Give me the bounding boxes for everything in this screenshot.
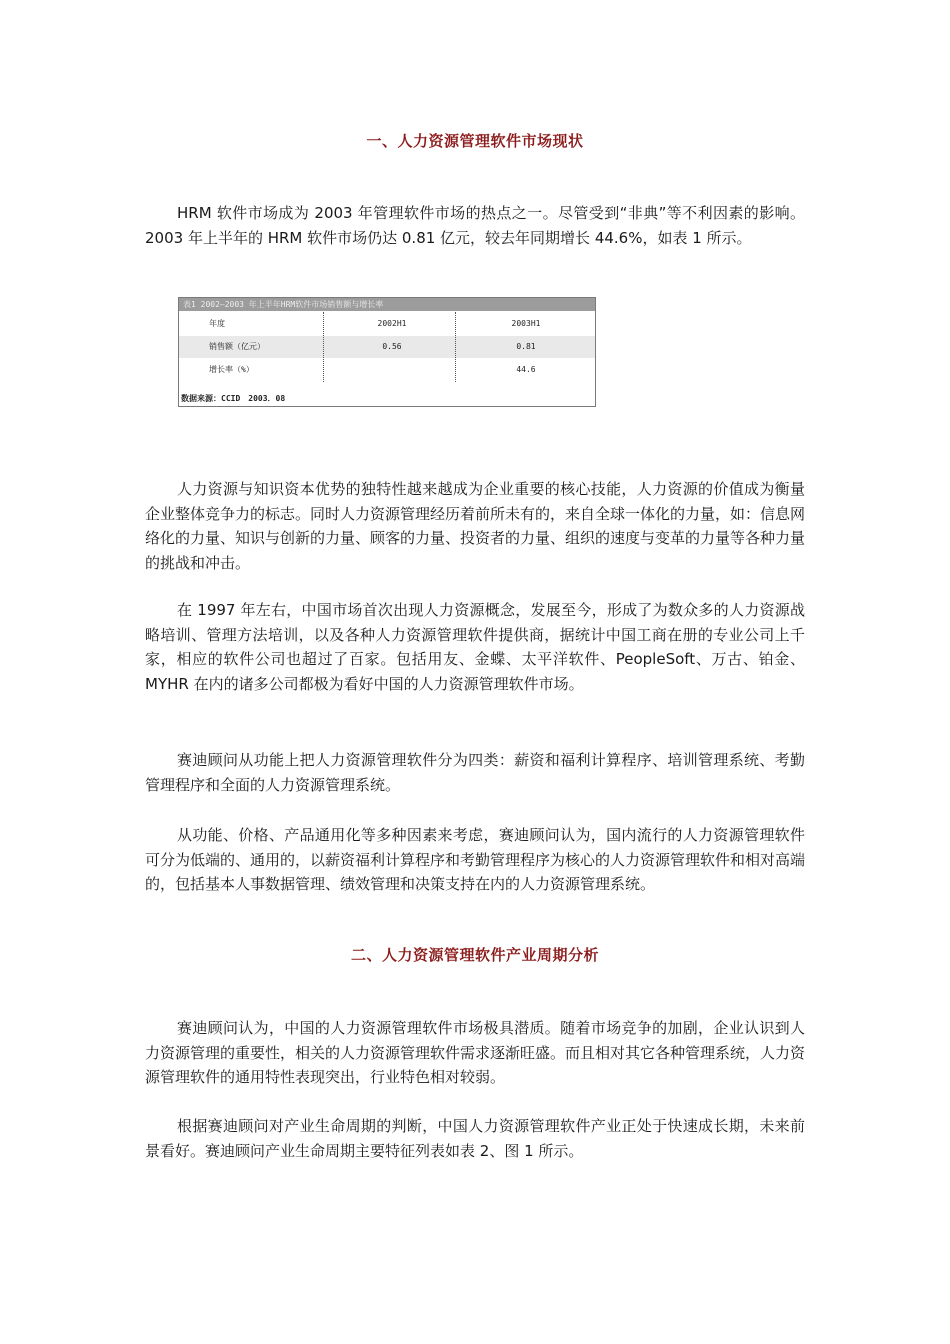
section1-paragraph-4: 赛迪顾问从功能上把人力资源管理软件分为四类：薪资和福利计算程序、培训管理系统、考勤管理程序和全面的人力资源管理系统。 — [145, 751, 805, 794]
section2-heading: 二、人力资源管理软件产业周期分析 — [350, 946, 599, 964]
table-cell-value: 44.6 — [516, 365, 536, 374]
section1-heading: 一、人力资源管理软件市场现状 — [366, 132, 584, 150]
section2-paragraph-2: 根据赛迪顾问对产业生命周期的判断，中国人力资源管理软件产业正处于快速成长期，未来前景看好。赛迪顾问产业生命周期主要特征列表如表 2、图 1 所示。 — [145, 1117, 805, 1160]
table-row — [179, 359, 595, 381]
section1-paragraph-5: 从功能、价格、产品通用化等多种因素来考虑，赛迪顾问认为，国内流行的人力资源管理软件可分为低端的、通用的，以薪资福利计算程序和考勤管理程序为核心的人力资源管理软件和相对高端的，包括基本人事数据管理、绩效管理和决策支持在内的人力资源管理系统。 — [145, 826, 806, 893]
table-source: 数据来源：CCID 2003．08 — [181, 394, 286, 403]
section1-paragraph-3: 在 1997 年左右，中国市场首次出现人力资源概念，发展至今，形成了为数众多的人力资源战略培训、管理方法培训，以及各种人力资源管理软件提供商，据统计中国工商在册的专业公司上千家，相应的软件公司也超过了百家。包括用友、金蝶、太平洋软件、PeopleSoft、万古、铂金、MYHR 在内的诸多公司都极为看好中国的人力资源管理软件市场。 — [145, 601, 805, 693]
table-cell-value: 0.81 — [516, 342, 536, 351]
section1-paragraph-2: 人力资源与知识资本优势的独特性越来越成为企业重要的核心技能，人力资源的价值成为衡量企业整体竞争力的标志。同时人力资源管理经历着前所未有的，来自全球一体化的力量，如：信息网络化的力量、知识与创新的力量、顾客的力量、投资者的力量、组织的速度与变革的力量等各种力量的挑战和冲击。 — [145, 480, 806, 572]
table-divider — [323, 312, 324, 382]
table-row — [179, 336, 595, 358]
table-header-row — [179, 313, 595, 335]
table-cell-label: 销售额（亿元） — [209, 342, 265, 351]
table-cell-label: 增长率（%） — [209, 365, 254, 374]
section1-paragraph-1: HRM 软件市场成为 2003 年管理软件市场的热点之一。尽管受到“非典”等不利因素的影响。2003 年上半年的 HRM 软件市场仍达 0.81 亿元，较去年同期增长 44.6%，如表 1 所示。 — [145, 204, 805, 247]
table-header-2003h1: 2003H1 — [511, 319, 541, 328]
table-divider — [455, 312, 456, 382]
table-header-year: 年度 — [209, 319, 225, 328]
table-cell-value: 0.56 — [382, 342, 402, 351]
section2-paragraph-1: 赛迪顾问认为，中国的人力资源管理软件市场极具潜质。随着市场竞争的加剧，企业认识到人力资源管理的重要性，相关的人力资源管理软件需求逐渐旺盛。而且相对其它各种管理系统，人力资源管理软件的通用特性表现突出，行业特色相对较弱。 — [145, 1019, 806, 1086]
table-title: 表1 2002—2003 年上半年HRM软件市场销售额与增长率 — [179, 298, 595, 311]
sales-table — [178, 297, 596, 407]
table-header-2002h1: 2002H1 — [377, 319, 407, 328]
